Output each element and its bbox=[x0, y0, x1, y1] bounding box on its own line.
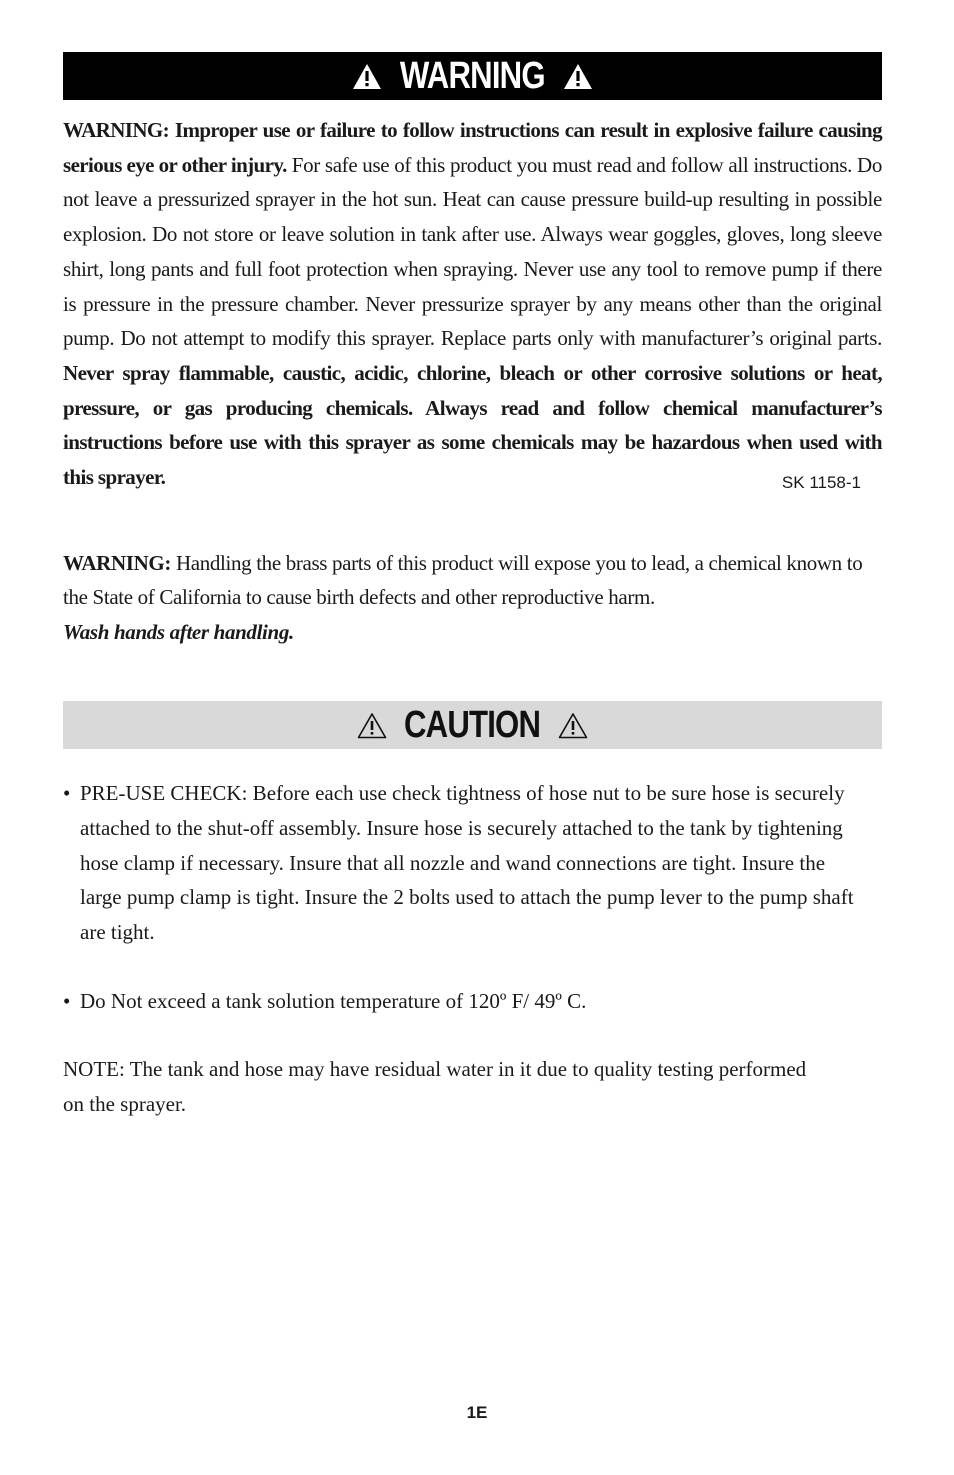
warning-paragraph bbox=[63, 113, 882, 495]
warning-title: WARNING bbox=[400, 54, 545, 97]
page-number: 1E bbox=[466, 1403, 488, 1422]
wash-hands-emphasis: Wash hands after handling. bbox=[63, 619, 294, 644]
bullet: • bbox=[63, 781, 71, 806]
warning-banner bbox=[63, 52, 882, 100]
document-code: SK 1158-1 bbox=[781, 473, 861, 493]
caution-list bbox=[63, 776, 882, 1018]
warning-bold-tail: Never spray flammable, caustic, acidic, chlorine, bleach or other corrosive solutions or heat, pressure, or gas producing chemicals. Always read and follow chemical manufacturer’s instructions before use with this sprayer as some chemicals may be hazardous when used with this sprayer. bbox=[63, 360, 882, 490]
lead-warning bbox=[63, 546, 882, 650]
list-item bbox=[63, 984, 882, 1019]
caution-triangle-outline-icon bbox=[357, 712, 387, 739]
warning-triangle-icon bbox=[352, 63, 382, 90]
lead-warning-label: WARNING: bbox=[63, 550, 172, 575]
caution-banner bbox=[63, 701, 882, 749]
lead-warning-body: Handling the brass parts of this product will expose you to lead, a chemical known to the State of California to cause birth defects and other reproductive harm. bbox=[63, 550, 863, 610]
warning-triangle-icon bbox=[563, 63, 593, 90]
list-item-text: Do Not exceed a tank solution temperature of 120º F/ 49º C. bbox=[80, 988, 587, 1013]
page bbox=[63, 52, 882, 1122]
caution-title: CAUTION bbox=[404, 703, 541, 746]
bullet: • bbox=[63, 988, 71, 1013]
caution-triangle-outline-icon bbox=[558, 712, 588, 739]
list-item bbox=[63, 776, 882, 950]
warning-bold-lead: WARNING: Improper use or failure to follow instructions can result in explosive failure causing serious eye or other injury. bbox=[63, 118, 882, 177]
warning-body: For safe use of this product you must read and follow all instructions. Do not leave a pressurized sprayer in the hot sun. Heat can cause pressure build-up resulting in possible explosion. Do not store or leave solution in tank after use. Always wear goggles, gloves, long sleeve shirt, long pants and full foot protection when spraying. Never use any tool to remove pump if there is pressure in the pressure chamber. Never pressurize sprayer by any means other than the original pump. Do not attempt to modify this sprayer. Replace parts only with manufacturer’s original parts. bbox=[63, 152, 882, 351]
list-item-text: PRE-USE CHECK: Before each use check tightness of hose nut to be sure hose is securely attached to the shut-off assembly. Insure hose is securely attached to the tank by tightening hose clamp if necessary. Insure that all nozzle and wand connections are tight. Insure the large pump clamp is tight. Insure the 2 bolts used to attach the pump lever to the pump shaft are tight. bbox=[80, 781, 854, 945]
note: NOTE: The tank and hose may have residual water in it due to quality testing performed on the sprayer. bbox=[63, 1057, 807, 1117]
